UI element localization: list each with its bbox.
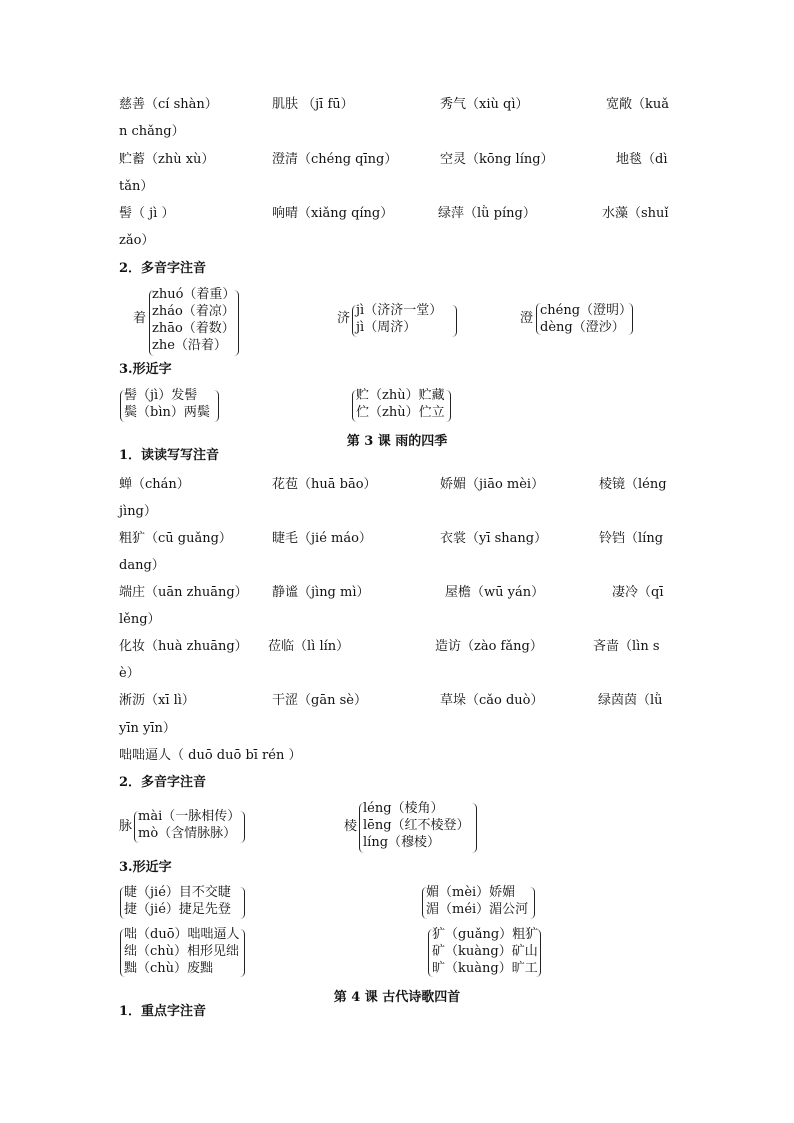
- vocab-cishan: 慈善（cí shàn）: [119, 97, 218, 112]
- vocab-qileng-wrap: lěng）: [119, 612, 161, 627]
- vocab-kongling: 空灵（kōng líng）: [440, 152, 554, 167]
- vocab-ditan-wrap: tǎn）: [119, 179, 154, 194]
- brace-right: [628, 303, 633, 335]
- shape-item: 黜（chù）废黜: [124, 961, 214, 976]
- poly-head-zhuo: 着: [133, 311, 147, 326]
- shape-item: 绌（chù）相形见绌: [124, 944, 240, 959]
- lesson4-title: 第 4 课 古代诗歌四首: [333, 990, 461, 1005]
- poly-item: mài（一脉相传）: [138, 809, 241, 824]
- vocab-lvping: 绿萍（lǜ píng）: [438, 206, 536, 221]
- brace-right: [530, 887, 535, 919]
- lesson2-poly-heading: 2．多音字注音: [119, 261, 207, 276]
- poly-item: jì（济济一堂）: [356, 303, 443, 318]
- poly-list-leng: [363, 800, 470, 851]
- poly-head-ji: 济: [337, 311, 351, 326]
- lesson2-shape-heading: 3.形近字: [119, 362, 172, 377]
- shape-item: 矿（kuàng）矿山: [432, 944, 538, 959]
- vocab-xiangqing: 响晴（xiǎng qíng）: [272, 206, 394, 221]
- poly-item: léng（棱角）: [363, 801, 444, 816]
- shape-item: 髻（jì）发髻: [124, 388, 198, 403]
- shape-item: 伫（zhù）伫立: [356, 405, 445, 420]
- vocab-jiaomei: 娇媚（jiāo mèi）: [440, 477, 545, 492]
- vocab-jingmi: 静谧（jìng mì）: [272, 585, 370, 600]
- vocab-shuizao: 水藻（shuǐ: [602, 206, 669, 221]
- brace-right: [472, 803, 477, 853]
- vocab-lvyinyin: 绿茵茵（lǜ: [598, 693, 663, 708]
- vocab-duanzhuang: 端庄（uān zhuāng）: [119, 585, 248, 600]
- shape-item: 咄（duō）咄咄逼人: [124, 927, 240, 942]
- shape-list: [124, 387, 210, 421]
- vocab-linse-wrap: è）: [119, 666, 140, 681]
- brace-right: [240, 811, 245, 843]
- vocab-huabao: 花苞（huā bāo）: [272, 477, 377, 492]
- shape-list: [356, 387, 445, 421]
- poly-item: líng（穆棱）: [363, 835, 441, 850]
- vocab-huazhuang: 化妆（huà zhuāng）: [119, 639, 248, 654]
- vocab-jiemao: 睫毛（jié máo）: [272, 531, 372, 546]
- shape-item: 睫（jié）目不交睫: [124, 885, 231, 900]
- brace-right: [234, 290, 239, 356]
- brace-right: [452, 305, 457, 337]
- poly-list-cheng: [540, 302, 632, 336]
- vocab-ditan: 地毯（dì: [616, 152, 668, 167]
- vocab-shuizao-wrap: zǎo）: [119, 233, 155, 248]
- vocab-ji: 髻（ jì ）: [119, 206, 175, 221]
- vocab-jifu: 肌肤 （jī fū）: [272, 97, 354, 112]
- shape-list: [124, 926, 240, 977]
- poly-head-cheng: 澄: [520, 311, 534, 326]
- shape-item: 犷（guǎng）粗犷: [432, 927, 539, 942]
- vocab-duoduobiren: 咄咄逼人（ duō duō bī rén ）: [119, 748, 302, 763]
- shape-list: [124, 884, 231, 918]
- vocab-xili: 淅沥（xī lì）: [119, 693, 195, 708]
- vocab-lengjing: 棱镜（léng: [599, 477, 667, 492]
- lesson3-poly-heading: 2．多音字注音: [119, 775, 207, 790]
- brace-right: [446, 390, 451, 422]
- lesson3-title: 第 3 课 雨的四季: [346, 434, 448, 449]
- vocab-lingdang: 铃铛（líng: [599, 531, 664, 546]
- vocab-gancse: 干涩（gān sè）: [272, 693, 367, 708]
- shape-item: 鬓（bìn）两鬓: [124, 405, 210, 420]
- poly-list-zhuo: [152, 286, 235, 354]
- poly-item: zháo（着凉）: [152, 304, 235, 319]
- brace-right: [240, 929, 245, 977]
- vocab-wuyan: 屋檐（wū yán）: [445, 585, 545, 600]
- vocab-yishang: 衣裳（yī shang）: [440, 531, 548, 546]
- brace-right: [240, 887, 245, 919]
- vocab-lengjing-wrap: jìng）: [119, 504, 157, 519]
- shape-item: 旷（kuàng）旷工: [432, 961, 538, 976]
- shape-list: [432, 926, 538, 977]
- vocab-chengqing: 澄清（chéng qīng）: [272, 152, 398, 167]
- shape-item: 媚（mèi）娇媚: [426, 885, 516, 900]
- poly-item: jì（周济）: [356, 320, 417, 335]
- vocab-lvyinyin-wrap: yīn yīn）: [119, 721, 176, 736]
- vocab-kuanchang-wrap: n chǎng）: [119, 124, 185, 139]
- shape-item: 湄（méi）湄公河: [426, 902, 529, 917]
- vocab-caoduo: 草垛（cǎo duò）: [440, 693, 544, 708]
- poly-item: chéng（澄明）: [540, 303, 633, 318]
- shape-item: 贮（zhù）贮藏: [356, 388, 445, 403]
- vocab-zhuxu: 贮蓄（zhù xù）: [119, 152, 215, 167]
- shape-item: 捷（jié）捷足先登: [124, 902, 231, 917]
- vocab-lilin: 莅临（lì lín）: [268, 639, 350, 654]
- poly-item: zhe（沿着）: [152, 338, 227, 353]
- poly-head-leng: 棱: [344, 819, 358, 834]
- vocab-cuguang: 粗犷（cū guǎng）: [119, 531, 232, 546]
- vocab-kuanchang: 宽敞（kuǎ: [606, 97, 670, 112]
- poly-item: zhāo（着数）: [152, 321, 235, 336]
- poly-item: dèng（澄沙）: [540, 320, 625, 335]
- shape-list: [426, 884, 528, 918]
- poly-item: mò（含情脉脉）: [138, 826, 237, 841]
- poly-item: lēng（红不棱登）: [363, 818, 470, 833]
- brace-right: [536, 929, 541, 977]
- poly-list-ji: [356, 302, 442, 336]
- lesson3-read-heading: 1．读读写写注音: [119, 448, 220, 463]
- brace-right: [214, 390, 219, 422]
- poly-list-mai: [138, 808, 240, 842]
- lesson4-key-heading: 1．重点字注音: [119, 1004, 207, 1019]
- poly-head-mai: 脉: [119, 819, 133, 834]
- vocab-lingdang-wrap: dang）: [119, 558, 165, 573]
- vocab-linse: 吝啬（lìn s: [593, 639, 660, 654]
- vocab-xiuqi: 秀气（xiù qì）: [440, 97, 529, 112]
- vocab-zaofang: 造访（zào fǎng）: [435, 639, 543, 654]
- vocab-chan: 蝉（chán）: [119, 477, 190, 492]
- lesson3-shape-heading: 3.形近字: [119, 860, 172, 875]
- poly-item: zhuó（着重）: [152, 287, 236, 302]
- vocab-qileng: 凄冷（qī: [612, 585, 664, 600]
